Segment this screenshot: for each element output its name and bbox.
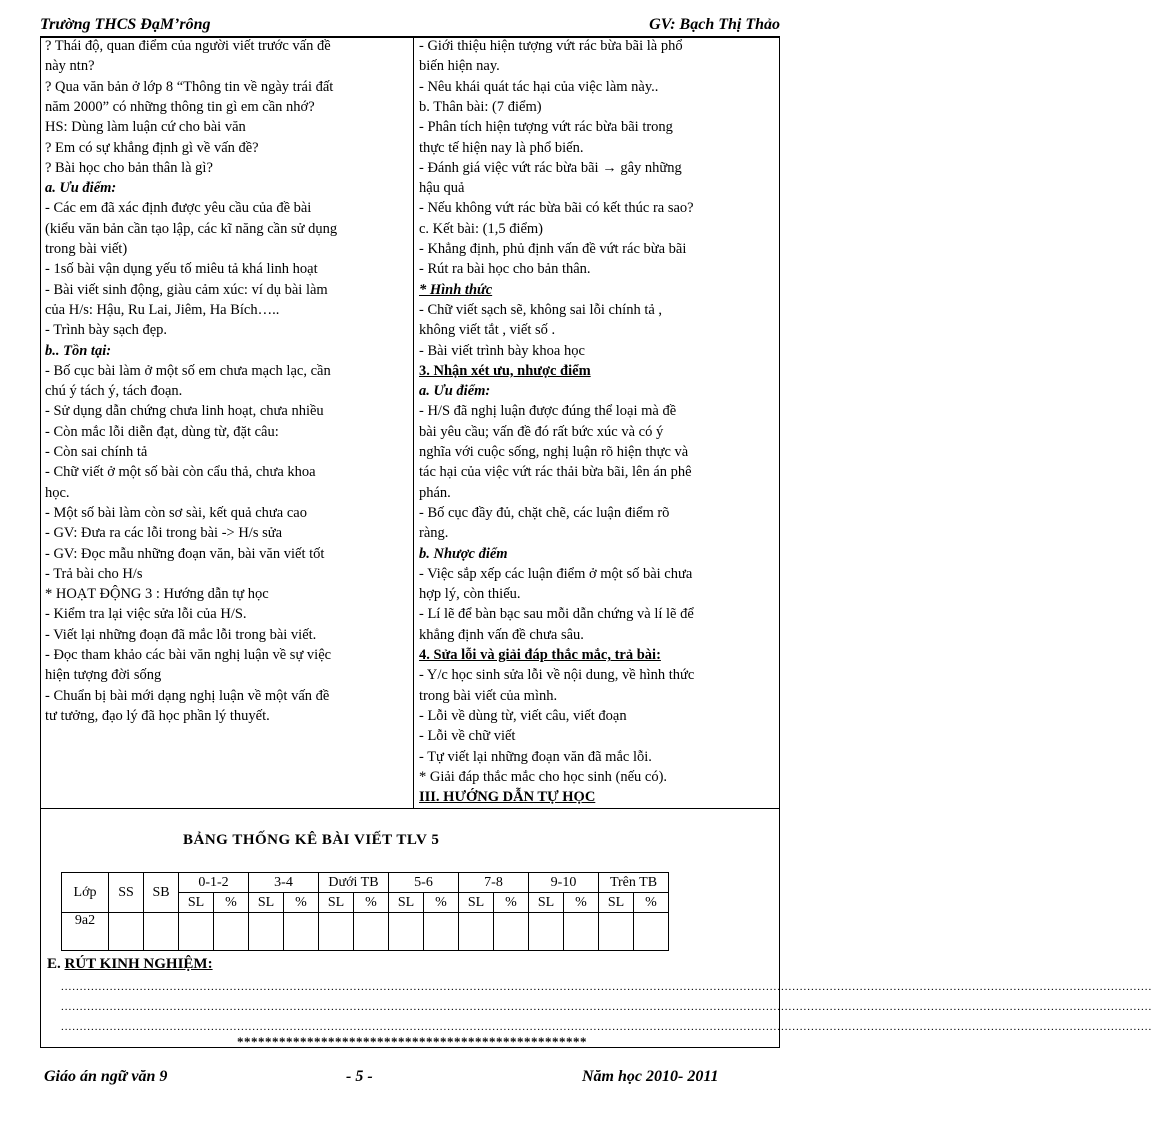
sub-header-sl: SL <box>179 893 214 913</box>
text-line: * Giải đáp thắc mắc cho học sinh (nếu có). <box>419 768 668 785</box>
footer-page-number: - 5 - <box>346 1068 373 1085</box>
text-line: khẳng định vấn đề chưa sâu. <box>419 626 584 643</box>
text-line: (kiểu văn bản cần tạo lập, các kĩ năng cần sử dụng <box>45 220 338 237</box>
empty-cell <box>564 913 599 951</box>
text-line: - Còn mắc lỗi diễn đạt, dùng từ, đặt câu: <box>45 423 279 440</box>
col-sb: SB <box>144 873 179 913</box>
group-header: 7-8 <box>459 873 529 893</box>
empty-cell <box>389 913 424 951</box>
empty-cell <box>319 913 354 951</box>
text-line: trong bài viết của mình. <box>419 687 558 704</box>
text-line: hợp lý, còn thiếu. <box>419 586 521 603</box>
stats-table-title: BẢNG THỐNG KÊ BÀI VIẾT TLV 5 <box>183 832 440 848</box>
empty-cell <box>529 913 564 951</box>
text-line: 3. Nhận xét ưu, nhược điểm <box>419 362 591 379</box>
text-line: * Hình thức <box>419 281 493 298</box>
sub-header-percent: % <box>354 893 389 913</box>
text-line: c. Kết bài: (1,5 điểm) <box>419 220 544 237</box>
col-ss: SS <box>109 873 144 913</box>
text-line: b. Nhược điểm <box>419 545 508 562</box>
text-line: - Nếu không vứt rác bừa bãi có kết thúc ra sao? <box>419 200 694 217</box>
group-header: 0-1-2 <box>179 873 249 893</box>
sub-header-sl: SL <box>529 893 564 913</box>
sub-header-sl: SL <box>319 893 354 913</box>
text-line: - GV: Đưa ra các lỗi trong bài -> H/s sửa <box>45 525 283 542</box>
text-line: bài yêu cầu; vấn đề đó rất bức xúc và có ý <box>419 423 664 440</box>
text-line: - Tự viết lại những đoạn văn đã mắc lỗi. <box>419 748 652 765</box>
text-line: - Kiểm tra lại việc sửa lỗi của H/S. <box>45 606 247 623</box>
sub-header-percent: % <box>564 893 599 913</box>
text-line: - Viết lại những đoạn đã mắc lỗi trong bài viết. <box>45 626 317 643</box>
text-line: - Đánh giá việc vứt rác bừa bãi → gây những <box>419 159 682 176</box>
col-lop: Lớp <box>62 873 109 913</box>
dotted-line: ................................................................................................................................................................................................................................................................................................... <box>61 1021 1152 1033</box>
text-line: - Chuẩn bị bài mới dạng nghị luận về một vấn đề <box>45 687 330 704</box>
sub-header-percent: % <box>494 893 529 913</box>
group-header: 9-10 <box>529 873 599 893</box>
text-line: - Y/c học sinh sửa lỗi về nội dung, về hình thức <box>419 667 695 684</box>
text-line: ? Em có sự khẳng định gì về vấn đề? <box>45 139 259 156</box>
text-line: năm 2000” có những thông tin gì em cần nhớ? <box>45 98 315 115</box>
sub-header-percent: % <box>424 893 459 913</box>
text-line: - Lỗi về dùng từ, viết câu, viết đoạn <box>419 707 627 724</box>
right-column <box>414 36 779 808</box>
text-line: - Chữ viết sạch sẽ, không sai lỗi chính tả , <box>419 301 663 318</box>
text-line: tư tưởng, đạo lý đã học phần lý thuyết. <box>45 707 270 724</box>
empty-cell <box>109 913 144 951</box>
text-line: - Sử dụng dẫn chứng chưa linh hoạt, chưa nhiều <box>45 403 324 420</box>
empty-cell <box>214 913 249 951</box>
rut-kinh-nghiem-label: E. RÚT KINH NGHIỆM: <box>47 956 213 972</box>
text-line: - Việc sắp xếp các luận điểm ở một số bài chưa <box>419 565 693 582</box>
empty-cell <box>634 913 669 951</box>
text-line: - Còn sai chính tả <box>45 444 148 460</box>
empty-cell <box>144 913 179 951</box>
text-line: học. <box>45 484 70 501</box>
text-line: - Trình bày sạch đẹp. <box>45 322 168 339</box>
text-line: tác hại của việc vứt rác thải bừa bãi, lên án phê <box>419 464 692 481</box>
text-line: này ntn? <box>45 58 95 75</box>
text-line: - Trả bài cho H/s <box>45 565 143 582</box>
star-separator: ************************************************** <box>237 1034 587 1049</box>
school-name: Trường THCS ĐạM’rông <box>40 16 211 33</box>
text-line: b. Thân bài: (7 điểm) <box>419 98 542 115</box>
text-line: 4. Sửa lỗi và giải đáp thắc mắc, trả bài: <box>419 647 661 663</box>
text-line: b.. Tồn tại: <box>45 342 112 359</box>
text-line: - Lỗi về chữ viết <box>419 728 516 745</box>
text-line: - Phân tích hiện tượng vứt rác bừa bãi trong <box>419 119 673 136</box>
text-line: - Một số bài làm còn sơ sài, kết quả chưa cao <box>45 504 307 521</box>
text-line: a. Ưu điểm: <box>45 180 117 197</box>
empty-cell <box>494 913 529 951</box>
text-line: - Bố cục bài làm ở một số em chưa mạch lạc, cần <box>45 362 331 379</box>
empty-cell <box>249 913 284 951</box>
text-line: hậu quả <box>419 180 465 197</box>
footer-right: Năm học 2010- 2011 <box>582 1068 719 1085</box>
sub-header-percent: % <box>284 893 319 913</box>
footer-left: Giáo án ngữ văn 9 <box>44 1068 168 1085</box>
text-line: phán. <box>419 484 451 501</box>
text-line: ràng. <box>419 525 449 542</box>
text-line: ? Bài học cho bản thân là gì? <box>45 159 213 176</box>
sub-header-percent: % <box>634 893 669 913</box>
text-line: HS: Dùng làm luận cứ cho bài văn <box>45 119 246 136</box>
text-line: - Bố cục đầy đủ, chặt chẽ, các luận điểm rõ <box>419 504 670 521</box>
text-line: - GV: Đọc mẫu những đoạn văn, bài văn viết tốt <box>45 545 325 562</box>
stats-table <box>61 872 669 951</box>
teacher-name: GV: Bạch Thị Thảo <box>649 16 780 33</box>
empty-cell <box>424 913 459 951</box>
text-line: * HOẠT ĐỘNG 3 : Hướng dẫn tự học <box>45 586 269 603</box>
dotted-line: ................................................................................................................................................................................................................................................................................................... <box>61 1001 1152 1013</box>
class-cell: 9a2 <box>62 913 109 951</box>
text-line: - Đọc tham khảo các bài văn nghị luận về sự việc <box>45 647 332 663</box>
empty-cell <box>599 913 634 951</box>
text-line: - Giới thiệu hiện tượng vứt rác bừa bãi là phổ <box>419 38 683 54</box>
text-line: a. Ưu điểm: <box>419 383 491 400</box>
sub-header-sl: SL <box>459 893 494 913</box>
content-frame <box>40 36 1152 1049</box>
sub-header-sl: SL <box>389 893 424 913</box>
text-line: - Bài viết trình bày khoa học <box>419 342 585 359</box>
text-line: của H/s: Hậu, Ru Lai, Jiêm, Ha Bích….. <box>45 301 280 318</box>
empty-cell <box>354 913 389 951</box>
text-line: - H/S đã nghị luận được đúng thể loại mà đề <box>419 403 677 420</box>
text-line: ? Thái độ, quan điểm của người viết trước vấn đề <box>45 38 331 54</box>
text-line: - Các em đã xác định được yêu cầu của đề bài <box>45 200 312 217</box>
text-line: ? Qua văn bản ở lớp 8 “Thông tin về ngày trái đất <box>45 78 334 95</box>
text-line: - Chữ viết ở một số bài còn cẩu thả, chưa khoa <box>45 464 316 481</box>
text-line: trong bài viết) <box>45 241 128 257</box>
group-header: 3-4 <box>249 873 319 893</box>
text-line: hiện tượng đời sống <box>45 667 162 684</box>
text-line: III. HƯỚNG DẪN TỰ HỌC <box>419 789 596 806</box>
text-line: thực tế hiện nay là phổ biến. <box>419 139 584 156</box>
group-header: Dưới TB <box>319 873 389 893</box>
empty-cell <box>179 913 214 951</box>
page-header <box>40 14 780 38</box>
text-line: - Nêu khái quát tác hại của việc làm này.. <box>419 78 659 95</box>
empty-cell <box>459 913 494 951</box>
two-column-table <box>41 36 779 809</box>
text-line: không viết tắt , viết số . <box>419 322 556 339</box>
group-header: Trên TB <box>599 873 669 893</box>
sub-header-percent: % <box>214 893 249 913</box>
text-line: - Rút ra bài học cho bản thân. <box>419 261 591 278</box>
text-line: chú ý tách ý, tách đoạn. <box>45 383 183 400</box>
empty-cell <box>284 913 319 951</box>
sub-header-sl: SL <box>599 893 634 913</box>
text-line: - 1số bài vận dụng yếu tố miêu tả khá linh hoạt <box>45 261 318 278</box>
left-column <box>41 36 414 808</box>
dotted-line: ................................................................................................................................................................................................................................................................................................... <box>61 981 1152 993</box>
text-line: biến hiện nay. <box>419 58 500 75</box>
text-line: - Lí lẽ để bàn bạc sau mỗi dẫn chứng và lí lẽ để <box>419 606 694 623</box>
sub-header-sl: SL <box>249 893 284 913</box>
group-header: 5-6 <box>389 873 459 893</box>
text-line: nghĩa với cuộc sống, nghị luận rõ hiện thực và <box>419 444 689 460</box>
text-line: - Khẳng định, phủ định vấn đề vứt rác bừa bãi <box>419 241 687 257</box>
text-line: - Bài viết sinh động, giàu cảm xúc: ví dụ bài làm <box>45 281 328 298</box>
